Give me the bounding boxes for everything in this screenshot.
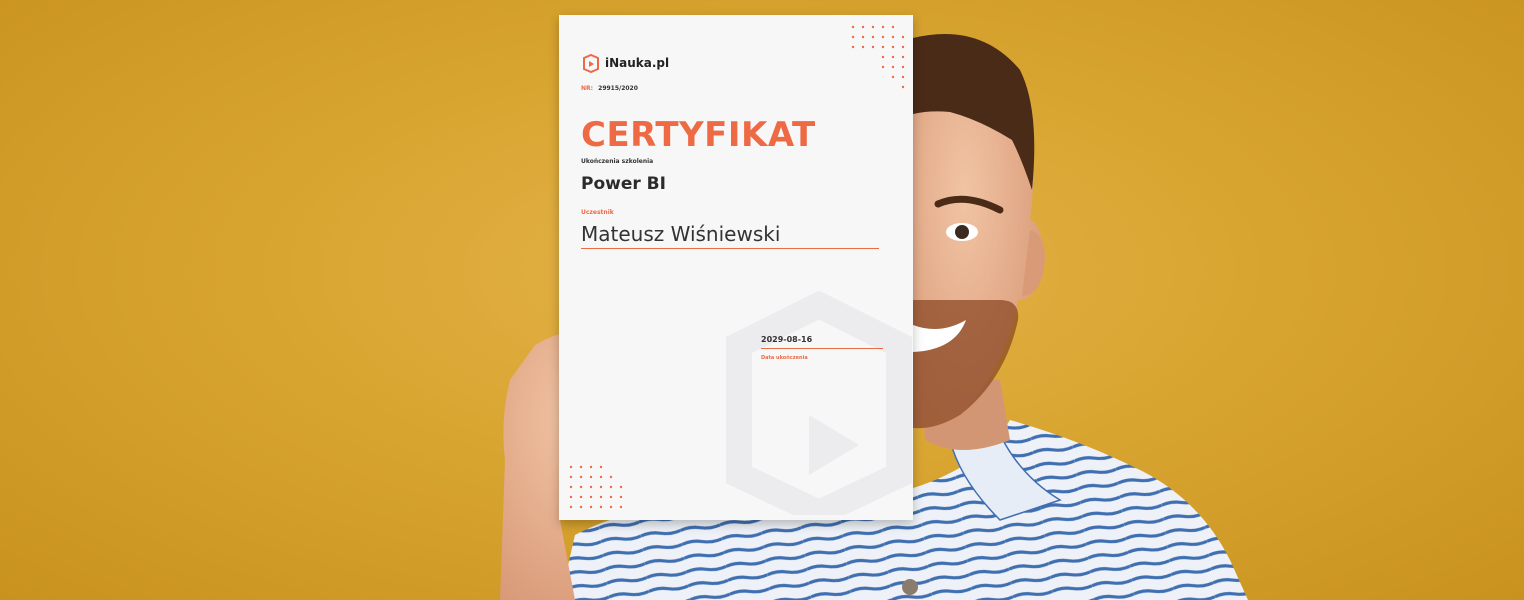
participant-name: Mateusz Wiśniewski xyxy=(581,222,781,246)
certificate-number xyxy=(581,85,638,92)
name-underline xyxy=(581,248,879,249)
completion-date-label: Data ukończenia xyxy=(761,355,808,361)
decorative-dots-top-right xyxy=(847,23,907,95)
certificate-subtitle: Ukończenia szkolenia xyxy=(581,158,654,165)
certificate-title: CERTYFIKAT xyxy=(581,115,816,155)
completion-date: 2029-08-16 xyxy=(761,335,813,344)
certificate-document xyxy=(559,15,913,520)
participant-label: Uczestnik xyxy=(581,209,614,216)
certificate-number-label: NR: xyxy=(581,85,594,92)
date-underline xyxy=(761,348,883,349)
brand-name: iNauka.pl xyxy=(605,56,670,70)
course-name: Power BI xyxy=(581,174,666,194)
decorative-dots-bottom-left xyxy=(567,463,627,515)
certificate-number-value: 29915/2020 xyxy=(598,85,638,92)
watermark-logo-icon xyxy=(719,285,919,515)
inauka-logo-icon xyxy=(581,53,601,73)
brand-logo xyxy=(581,53,669,73)
